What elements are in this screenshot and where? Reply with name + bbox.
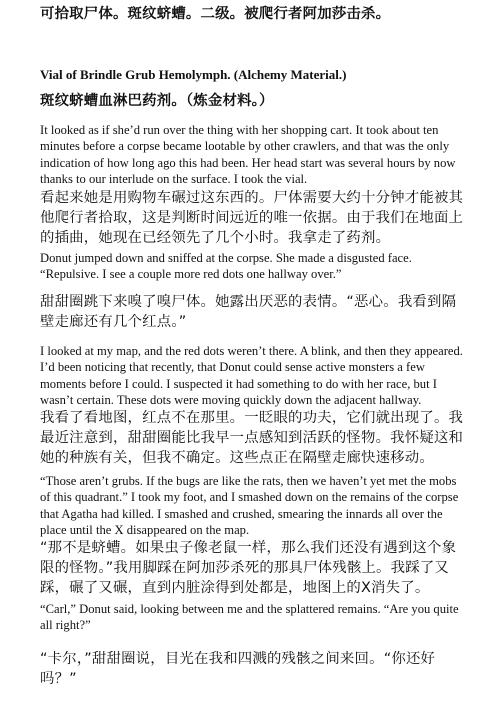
paragraph-en: I looked at my map, and the red dots weren’t there. A blink, and then they appeared. I’d been noticing that recently, that Donut could sense active monsters a few moments before I could. I suspected it had something to do with her race, but I wasn’t certain. These dots were moving quickly down the adjacent hallway. <box>40 344 463 408</box>
paragraph-en: Donut jumped down and sniffed at the corpse. She made a disgusted face. “Repulsive. I see a couple more red dots one hallway over.” <box>40 251 412 282</box>
paragraph-zh: 甜甜圈跳下来嗅了嗅尸体。她露出厌恶的表情。“恶心。我看到隔壁走廊还有几个红点。” <box>40 294 457 331</box>
paragraph-en: It looked as if she’d run over the thing with her shopping cart. It took about ten minutes before a corpse became lootable by other crawlers, and that was the only indication of how long ago this had been. Her head start was several hours by now thanks to our interlude on the surface. I took the vial. <box>40 123 456 187</box>
item-title-en: Vial of Brindle Grub Hemolymph. (Alchemy Material.) <box>40 67 347 82</box>
paragraph-en: “Carl,” Donut said, looking between me and the splattered remains. “Are you quite all right?” <box>40 602 459 633</box>
paragraph-en: “Those aren’t grubs. If the bugs are like the rats, then we haven’t yet met the mobs of this quadrant.” I took my foot, and I smashed down on the remains of the corpse that Agatha had killed. I smashed and crushed, smearing the innards all over the place until the X disappeared on the map. <box>40 474 459 538</box>
loot-notice-zh: 可拾取尸体。斑纹蛴螬。二级。被爬行者阿加莎击杀。 <box>40 6 391 22</box>
paragraph-zh: “那不是蛴螬。如果虫子像老鼠一样，那么我们还没有遇到这个象限的怪物。”我用脚踩在阿加莎杀死的那具尸体残骸上。我踩了又踩，碾了又碾，直到内脏涂得到处都是，地图上的X消失了。 <box>40 540 457 597</box>
paragraph-zh: 我看了看地图，红点不在那里。一眨眼的功夫，它们就出现了。我最近注意到，甜甜圈能比我早一点感知到活跃的怪物。我怀疑这和她的种族有关，但我不确定。这些点正在隔壁走廊快速移动。 <box>40 410 464 467</box>
paragraph-zh: “卡尔，”甜甜圈说，目光在我和四溅的残骸之间来回。“你还好吗？” <box>40 651 436 688</box>
paragraph-zh: 看起来她是用购物车碾过这东西的。尸体需要大约十分钟才能被其他爬行者拾取，这是判断时间远近的唯一依据。由于我们在地面上的插曲，她现在已经领先了几个小时。我拿走了药剂。 <box>40 190 464 247</box>
item-title-zh: 斑纹蛴螬血淋巴药剂。（炼金材料。） <box>40 93 274 109</box>
